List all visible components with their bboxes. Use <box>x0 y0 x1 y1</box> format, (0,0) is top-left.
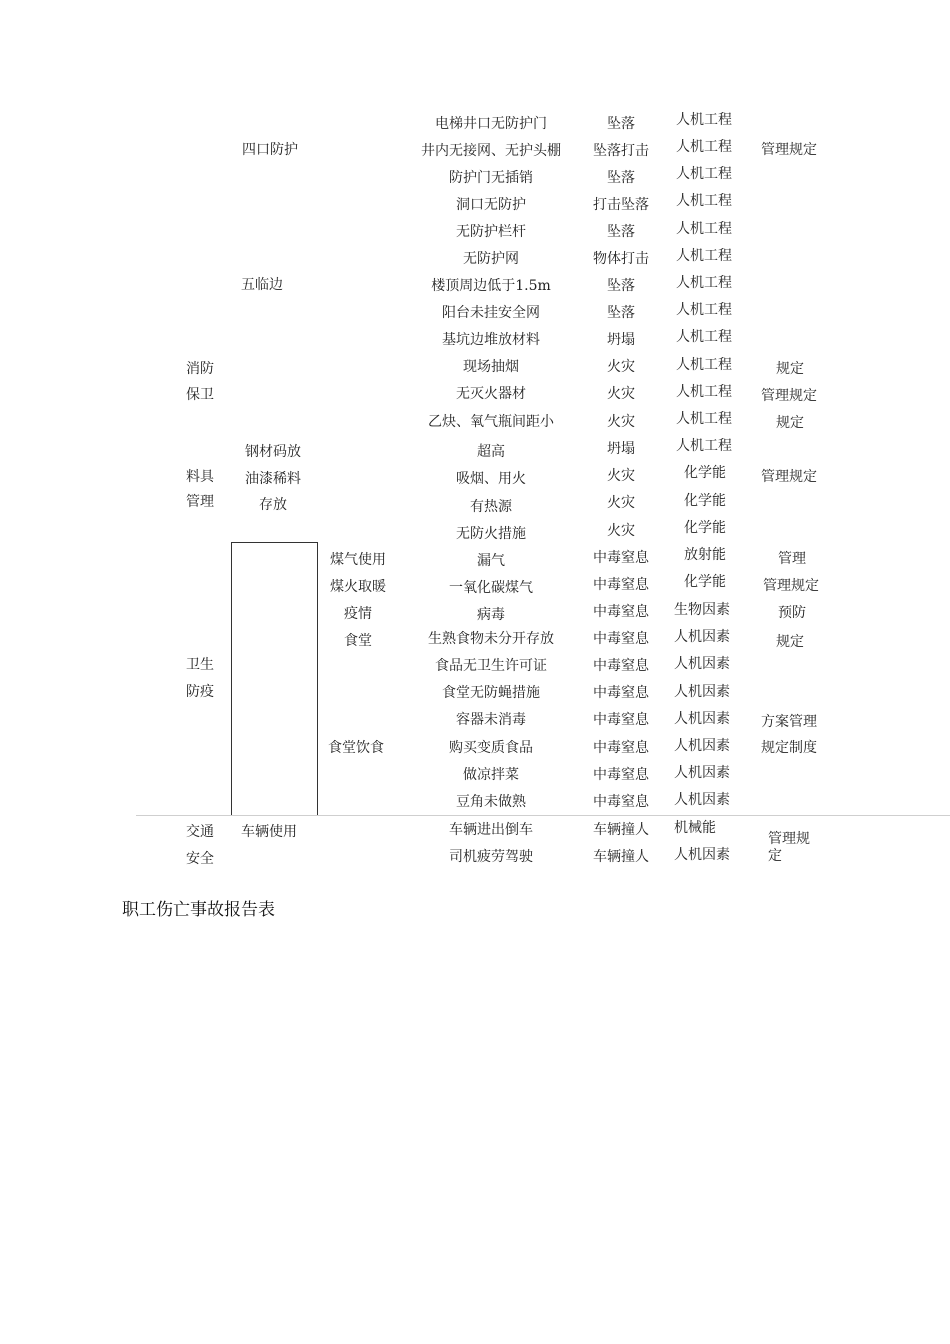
subcategory-canteen: 食堂 <box>344 633 372 649</box>
hazard-cell: 无灭火器材 <box>456 386 526 402</box>
accident-cell: 火灾 <box>607 359 635 375</box>
source-cell: 生物因素 <box>674 602 730 618</box>
source-cell: 人机工程 <box>676 139 732 155</box>
accident-cell: 坠落 <box>607 116 635 132</box>
hazard-cell: 防护门无插销 <box>449 170 533 186</box>
accident-cell: 中毒窒息 <box>593 767 649 783</box>
measure-cell: 定 <box>768 848 782 864</box>
source-cell: 人机因素 <box>674 684 730 700</box>
hazard-cell: 电梯井口无防护门 <box>435 116 547 132</box>
source-cell: 人机因素 <box>674 656 730 672</box>
accident-cell: 车辆撞人 <box>593 822 649 838</box>
hazard-cell: 车辆进出倒车 <box>449 822 533 838</box>
measure-cell: 管理规定 <box>763 578 819 594</box>
hazard-cell: 洞口无防护 <box>456 197 526 213</box>
hazard-cell: 食堂无防蝇措施 <box>442 685 540 701</box>
accident-cell: 中毒窒息 <box>593 604 649 620</box>
accident-cell: 坍塌 <box>607 332 635 348</box>
source-cell: 人机工程 <box>676 438 732 454</box>
category-traffic-line2: 安全 <box>186 851 214 867</box>
hazard-cell: 井内无接网、无护头棚 <box>421 143 561 159</box>
hazard-cell: 阳台未挂安全网 <box>442 305 540 321</box>
category-fire-line1: 消防 <box>186 361 214 377</box>
accident-cell: 火灾 <box>607 414 635 430</box>
hazard-cell: 购买变质食品 <box>449 740 533 756</box>
category-fire-line2: 保卫 <box>186 387 214 403</box>
source-cell: 人机因素 <box>674 847 730 863</box>
accident-cell: 坠落 <box>607 224 635 240</box>
accident-cell: 中毒窒息 <box>593 658 649 674</box>
measure-cell: 管理规定 <box>761 388 817 404</box>
accident-cell: 坍塌 <box>607 441 635 457</box>
accident-cell: 中毒窒息 <box>593 740 649 756</box>
source-cell: 人机因素 <box>674 629 730 645</box>
accident-cell: 打击坠落 <box>593 197 649 213</box>
measure-cell: 规定 <box>776 361 804 377</box>
accident-cell: 中毒窒息 <box>593 631 649 647</box>
accident-cell: 火灾 <box>607 386 635 402</box>
measure-cell: 规定制度 <box>761 740 817 756</box>
hazard-cell: 无防火措施 <box>456 526 526 542</box>
source-cell: 人机工程 <box>676 302 732 318</box>
hazard-cell: 无防护网 <box>463 251 519 267</box>
source-cell: 放射能 <box>684 547 726 563</box>
measure-cell: 管理规定 <box>761 469 817 485</box>
source-cell: 机械能 <box>674 820 716 836</box>
hazard-cell: 做凉拌菜 <box>463 767 519 783</box>
source-cell: 化学能 <box>684 493 726 509</box>
source-cell: 人机工程 <box>676 112 732 128</box>
accident-cell: 物体打击 <box>593 251 649 267</box>
subcategory-coal-heating: 煤火取暖 <box>330 579 386 595</box>
subcategory-vehicle: 车辆使用 <box>241 824 297 840</box>
table-row-divider <box>136 815 950 816</box>
source-cell: 化学能 <box>684 520 726 536</box>
hazard-cell: 食品无卫生许可证 <box>435 658 547 674</box>
accident-cell: 车辆撞人 <box>593 849 649 865</box>
accident-cell: 火灾 <box>607 523 635 539</box>
source-cell: 人机工程 <box>676 357 732 373</box>
accident-cell: 中毒窒息 <box>593 550 649 566</box>
measure-cell: 管理 <box>778 551 806 567</box>
accident-cell: 中毒窒息 <box>593 577 649 593</box>
source-cell: 人机因素 <box>674 792 730 808</box>
hazard-cell: 生熟食物未分开存放 <box>428 631 554 647</box>
category-traffic-line1: 交通 <box>186 824 214 840</box>
accident-cell: 中毒窒息 <box>593 794 649 810</box>
hazard-cell: 漏气 <box>477 553 505 569</box>
measure-cell: 管理规定 <box>761 142 817 158</box>
source-cell: 人机工程 <box>676 384 732 400</box>
subcategory-outline-box <box>231 542 318 816</box>
category-health-line2: 防疫 <box>186 684 214 700</box>
hazard-cell: 无防护栏杆 <box>456 224 526 240</box>
hazard-cell: 容器未消毒 <box>456 712 526 728</box>
subcategory-steel-stacking: 钢材码放 <box>245 444 301 460</box>
subcategory-canteen-food: 食堂饮食 <box>328 740 384 756</box>
accident-cell: 火灾 <box>607 468 635 484</box>
source-cell: 人机因素 <box>674 711 730 727</box>
category-materials-line2: 管理 <box>186 494 214 510</box>
hazard-cell: 一氧化碳煤气 <box>449 580 533 596</box>
measure-cell: 预防 <box>778 605 806 621</box>
section-title: 职工伤亡事故报告表 <box>122 900 275 920</box>
source-cell: 人机因素 <box>674 765 730 781</box>
measure-cell: 方案管理 <box>761 714 817 730</box>
hazard-cell: 病毒 <box>477 607 505 623</box>
hazard-cell: 现场抽烟 <box>463 359 519 375</box>
measure-cell: 管理规 <box>768 831 810 847</box>
source-cell: 人机工程 <box>676 248 732 264</box>
source-cell: 人机工程 <box>676 221 732 237</box>
hazard-cell: 超高 <box>477 444 505 460</box>
source-cell: 人机工程 <box>676 166 732 182</box>
source-cell: 人机工程 <box>676 275 732 291</box>
source-cell: 化学能 <box>684 465 726 481</box>
measure-cell: 规定 <box>776 415 804 431</box>
accident-cell: 中毒窒息 <box>593 712 649 728</box>
source-cell: 人机因素 <box>674 738 730 754</box>
accident-cell: 火灾 <box>607 495 635 511</box>
source-cell: 化学能 <box>684 574 726 590</box>
accident-cell: 坠落 <box>607 305 635 321</box>
accident-cell: 坠落打击 <box>593 143 649 159</box>
hazard-cell: 乙炔、氧气瓶间距小 <box>428 414 554 430</box>
source-cell: 人机工程 <box>676 411 732 427</box>
hazard-cell: 吸烟、用火 <box>456 471 526 487</box>
hazard-cell: 楼顶周边低于1.5m <box>431 278 551 294</box>
subcategory-paint-line2: 存放 <box>259 497 287 513</box>
accident-cell: 中毒窒息 <box>593 685 649 701</box>
hazard-cell: 有热源 <box>470 499 512 515</box>
category-health-line1: 卫生 <box>186 657 214 673</box>
subcategory-five-edges: 五临边 <box>241 277 283 293</box>
subcategory-four-openings: 四口防护 <box>242 142 298 158</box>
hazard-cell: 豆角未做熟 <box>456 794 526 810</box>
source-cell: 人机工程 <box>676 193 732 209</box>
measure-cell: 规定 <box>776 634 804 650</box>
subcategory-paint-line1: 油漆稀料 <box>245 471 301 487</box>
subcategory-epidemic: 疫情 <box>344 606 372 622</box>
accident-cell: 坠落 <box>607 278 635 294</box>
hazard-cell: 基坑边堆放材料 <box>442 332 540 348</box>
accident-cell: 坠落 <box>607 170 635 186</box>
subcategory-gas-use: 煤气使用 <box>330 552 386 568</box>
hazard-cell: 司机疲劳驾驶 <box>449 849 533 865</box>
category-materials-line1: 料具 <box>186 469 214 485</box>
source-cell: 人机工程 <box>676 329 732 345</box>
